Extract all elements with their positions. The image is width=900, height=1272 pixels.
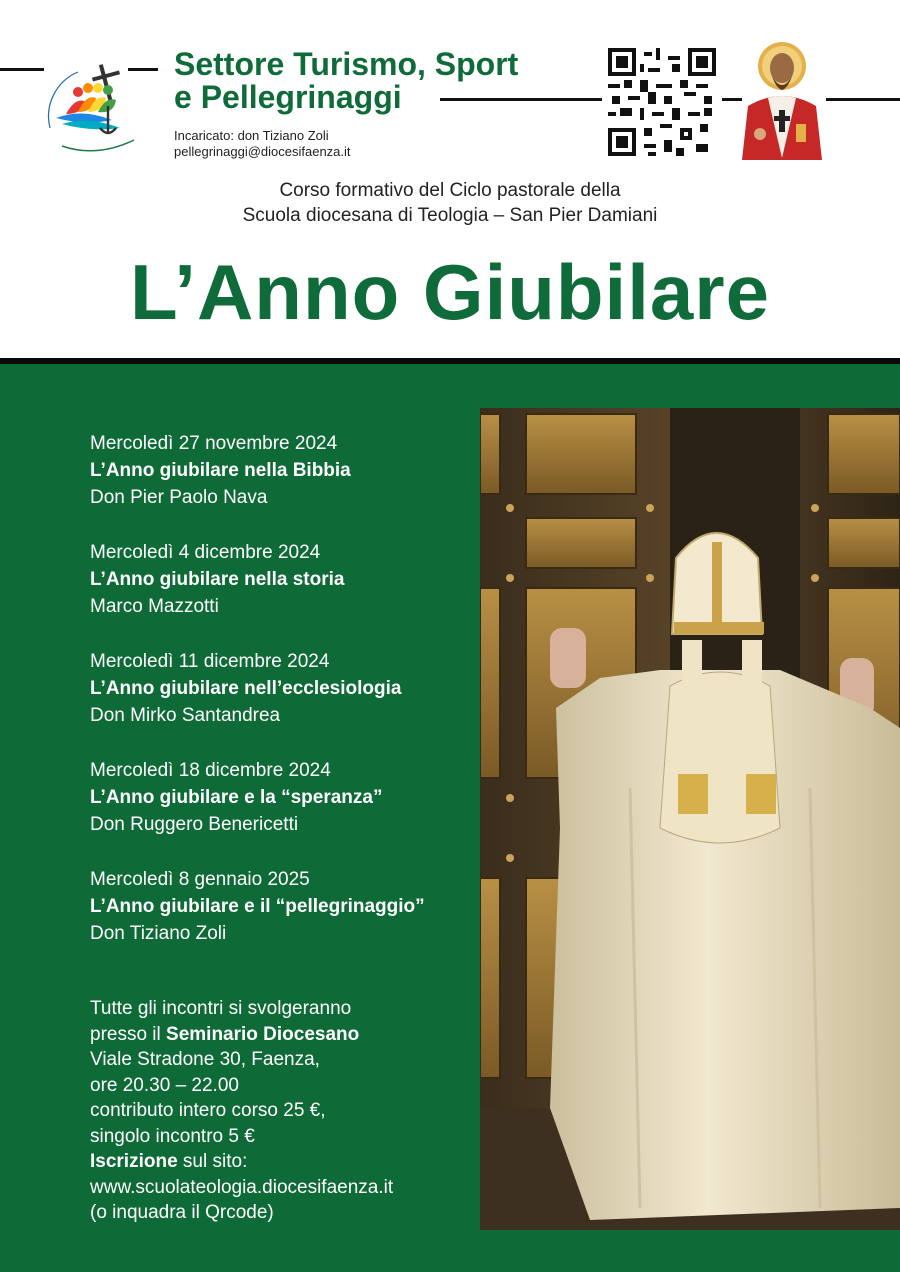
header-rule-left <box>0 68 44 71</box>
session-speaker: Don Tiziano Zoli <box>90 923 227 944</box>
session-date: Mercoledì 4 dicembre 2024 <box>90 542 321 563</box>
incaricato-text: Incaricato: don Tiziano Zoli <box>174 128 329 143</box>
contact-block <box>174 128 351 160</box>
organization-title-line2: e Pellegrinaggi <box>174 79 402 115</box>
session-speaker: Don Ruggero Benericetti <box>90 814 299 835</box>
session-title: L’Anno giubilare e la “speranza” <box>90 787 383 808</box>
session-title: L’Anno giubilare nella Bibbia <box>90 460 351 481</box>
organization-title-line1: Settore Turismo, Sport <box>174 46 519 82</box>
session-speaker: Don Mirko Santandrea <box>90 705 281 726</box>
session-list <box>90 430 480 975</box>
info-line: Tutte gli incontri si svolgeranno <box>90 998 352 1019</box>
pope-holy-door-photo <box>480 408 900 1230</box>
info-registration-line <box>90 1149 480 1175</box>
page-title: L’Anno Giubilare <box>129 248 771 336</box>
session-item <box>90 757 480 838</box>
qr-code-icon[interactable] <box>608 48 716 156</box>
subtitle-line1: Corso formativo del Ciclo pastorale della <box>279 180 621 201</box>
subtitle-line2: Scuola diocesana di Teologia – San Pier Damiani <box>242 205 658 226</box>
header-rule-far-right <box>826 98 900 101</box>
session-speaker: Marco Mazzotti <box>90 596 219 617</box>
info-price-single: singolo incontro 5 € <box>90 1125 255 1147</box>
jubilee-logo-icon <box>42 58 152 158</box>
info-qr-hint: (o inquadra il Qrcode) <box>90 1202 274 1223</box>
session-date: Mercoledì 8 gennaio 2025 <box>90 869 310 890</box>
session-title: L’Anno giubilare e il “pellegrinaggio” <box>90 896 425 917</box>
session-item <box>90 866 480 947</box>
session-date: Mercoledì 11 dicembre 2024 <box>90 651 330 672</box>
saint-icon <box>738 38 826 160</box>
registration-url-link[interactable]: www.scuolateologia.diocesifaenza.it <box>90 1176 394 1198</box>
session-item <box>90 648 480 729</box>
info-price-full: contributo intero corso 25 €, <box>90 1100 326 1121</box>
session-date: Mercoledì 18 dicembre 2024 <box>90 760 331 781</box>
registration-rest: sul sito: <box>177 1151 248 1172</box>
email-link[interactable]: pellegrinaggi@diocesifaenza.it <box>174 144 351 159</box>
course-subtitle <box>0 178 900 228</box>
info-venue-line <box>90 1022 480 1048</box>
registration-label: Iscrizione <box>90 1151 178 1172</box>
session-speaker: Don Pier Paolo Nava <box>90 487 268 508</box>
info-block <box>90 996 480 1226</box>
session-item <box>90 430 480 511</box>
organization-title <box>174 48 518 114</box>
session-title: L’Anno giubilare nella storia <box>90 569 345 590</box>
session-title: L’Anno giubilare nell’ecclesiologia <box>90 678 402 699</box>
info-venue-prefix: presso il <box>90 1023 167 1045</box>
venue-name: Seminario Diocesano <box>166 1023 360 1045</box>
session-date: Mercoledì 27 novembre 2024 <box>90 433 338 454</box>
session-item <box>90 539 480 620</box>
info-address: Viale Stradone 30, Faenza, <box>90 1049 320 1070</box>
info-time: ore 20.30 – 22.00 <box>90 1074 239 1096</box>
